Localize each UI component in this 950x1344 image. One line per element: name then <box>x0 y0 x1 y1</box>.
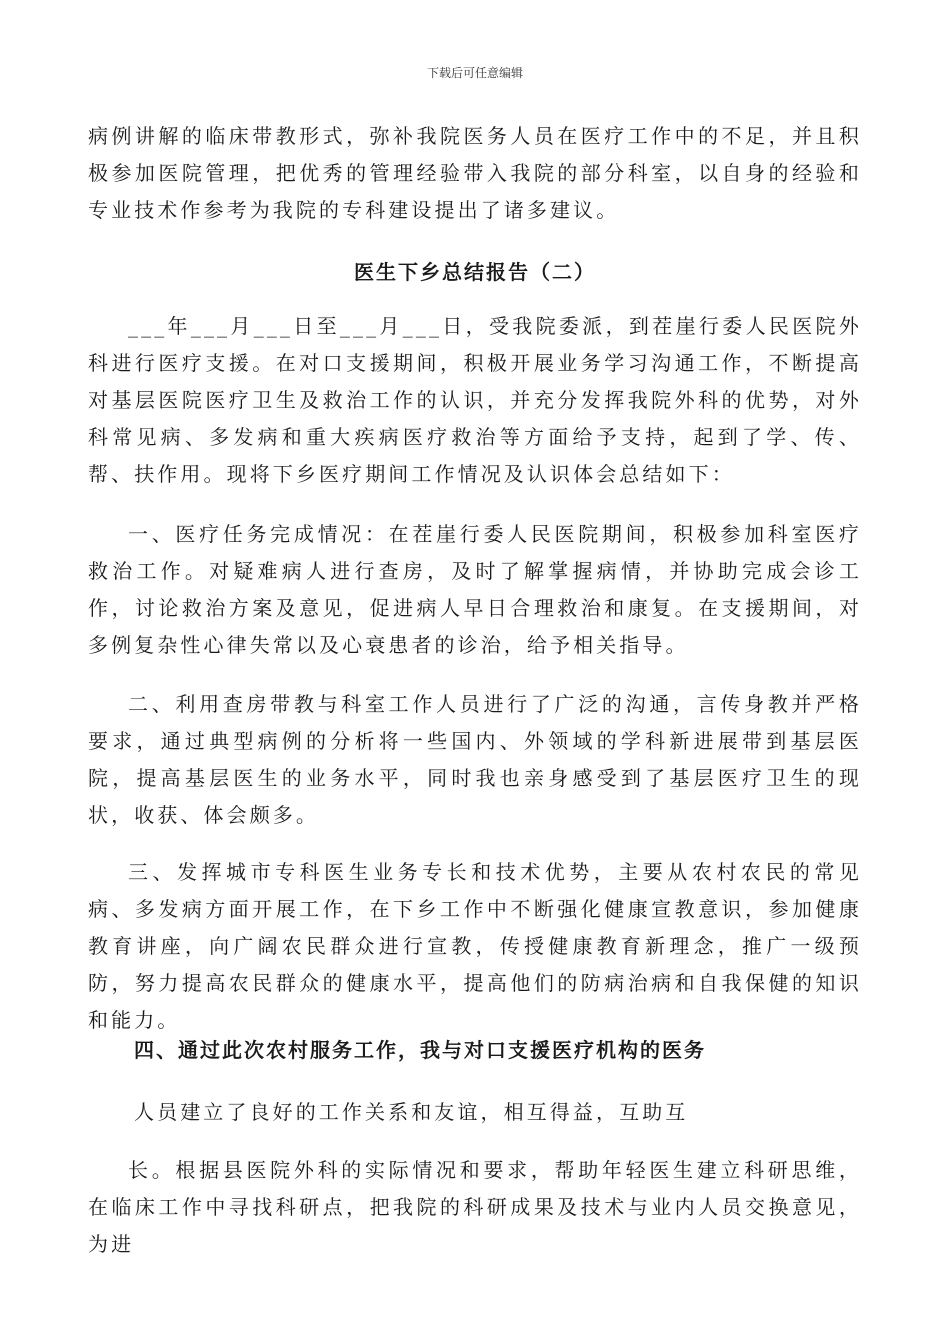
section-four-heading: 四、通过此次农村服务工作，我与对口支援医疗机构的医务 <box>134 1038 706 1062</box>
section-four-line-two: 人员建立了良好的工作关系和友谊，相互得益，互助互 <box>134 1100 689 1124</box>
paragraph-section-four-rest: 长。根据县医院外科的实际情况和要求，帮助年轻医生建立科研思维，在临床工作中寻找科研点，把我院的科研成果及技术与业内人员交换意见，为进 <box>88 1158 862 1256</box>
paragraph-section-one: 一、医疗任务完成情况：在茬崖行委人民医院期间，积极参加科室医疗救治工作。对疑难病人进行查房，及时了解掌握病情，并协助完成会诊工作，讨论救治方案及意见，促进病人早日合理救治和康复。在支援期间，对多例复杂性心律失常以及心衰患者的诊治，给予相关指导。 <box>88 522 862 657</box>
document-title: 医生下乡总结报告（二） <box>354 260 596 284</box>
paragraph-intro: ___年___月___日至___月___日，受我院委派，到茬崖行委人民医院外科进行医疗支援。在对口支援期间，积极开展业务学习沟通工作，不断提高对基层医院医疗卫生及救治工作的认识，并充分发挥我院外科的优势，对外科常见病、多发病和重大疾病医疗救治等方面给予支持，起到了学、传、帮、扶作用。现将下乡医疗期间工作情况及认识体会总结如下： <box>88 314 862 486</box>
paragraph-continuation: 病例讲解的临床带教形式，弥补我院医务人员在医疗工作中的不足，并且积极参加医院管理，把优秀的管理经验带入我院的部分科室，以自身的经验和专业技术作参考为我院的专科建设提出了诸多建议。 <box>88 124 862 222</box>
page-header-note: 下载后可任意编辑 <box>426 66 523 80</box>
paragraph-section-two: 二、利用查房带教与科室工作人员进行了广泛的沟通，言传身教并严格要求，通过典型病例的分析将一些国内、外领域的学科新进展带到基层医院，提高基层医生的业务水平，同时我也亲身感受到了基层医疗卫生的现状，收获、体会颇多。 <box>88 692 862 827</box>
paragraph-section-three: 三、发挥城市专科医生业务专长和技术优势，主要从农村农民的常见病、多发病方面开展工作，在下乡工作中不断强化健康宣教意识，参加健康教育讲座，向广阔农民群众进行宣教，传授健康教育新理念，推广一级预防，努力提高农民群众的健康水平，提高他们的防病治病和自我保健的知识和能力。 <box>88 860 862 1032</box>
